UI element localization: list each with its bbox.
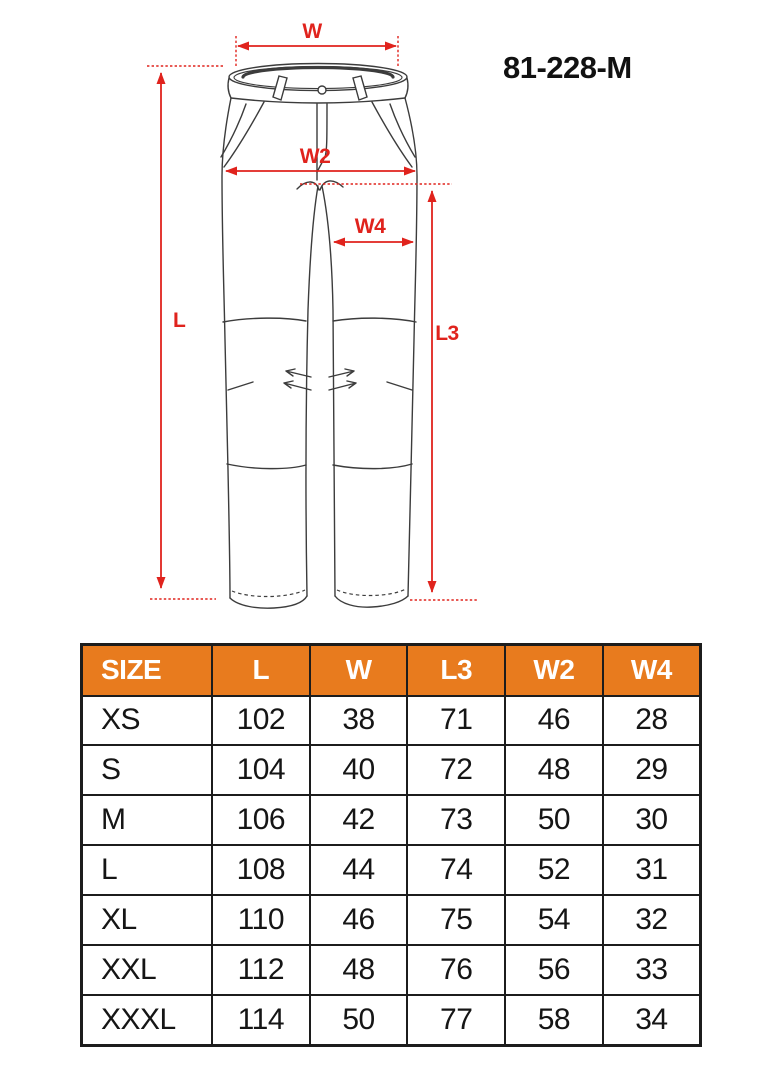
dimension-w4 <box>334 215 413 242</box>
size-table-header <box>82 645 701 696</box>
measurement-value: 48 <box>505 745 603 795</box>
measurement-value: 58 <box>505 995 603 1046</box>
measurement-value: 32 <box>603 895 701 945</box>
measurement-value: 48 <box>310 945 408 995</box>
column-header-size: SIZE <box>82 645 213 696</box>
measurement-value: 44 <box>310 845 408 895</box>
column-header-l: L <box>212 645 310 696</box>
dimension-l-label: L <box>173 309 186 332</box>
column-header-w2: W2 <box>505 645 603 696</box>
measurement-value: 52 <box>505 845 603 895</box>
measurement-value: 29 <box>603 745 701 795</box>
measurement-value: 76 <box>407 945 505 995</box>
dimension-w-label: W <box>302 20 322 43</box>
knee-seam <box>223 318 306 322</box>
table-row-xxxl <box>82 995 701 1046</box>
measurement-value: 75 <box>407 895 505 945</box>
measurement-value: 72 <box>407 745 505 795</box>
product-code: 81-228-M <box>503 50 632 85</box>
measurement-value: 31 <box>603 845 701 895</box>
measurement-value: 33 <box>603 945 701 995</box>
column-header-w: W <box>310 645 408 696</box>
measurement-value: 112 <box>212 945 310 995</box>
measurement-value: 56 <box>505 945 603 995</box>
pocket-left <box>224 102 264 167</box>
size-label: L <box>82 845 213 895</box>
dimension-l3-label: L3 <box>435 322 459 345</box>
measurement-value: 42 <box>310 795 408 845</box>
measurement-value: 74 <box>407 845 505 895</box>
left-hem-stitch <box>232 590 305 597</box>
table-row-xxl <box>82 945 701 995</box>
dimension-w2 <box>226 145 415 171</box>
waist-button <box>318 86 326 94</box>
dimension-l <box>147 66 223 599</box>
measurement-value: 108 <box>212 845 310 895</box>
dimension-w4-label: W4 <box>354 215 386 238</box>
column-header-w4: W4 <box>603 645 701 696</box>
measurement-value: 73 <box>407 795 505 845</box>
size-label: XS <box>82 696 213 746</box>
size-label: XL <box>82 895 213 945</box>
dimension-w <box>236 20 398 68</box>
dimension-l3 <box>300 184 477 600</box>
measurement-value: 40 <box>310 745 408 795</box>
size-label: XXXL <box>82 995 213 1046</box>
size-table <box>80 643 702 1047</box>
column-header-l3: L3 <box>407 645 505 696</box>
size-label: M <box>82 795 213 845</box>
measurement-value: 110 <box>212 895 310 945</box>
measurement-value: 30 <box>603 795 701 845</box>
measurement-value: 28 <box>603 696 701 746</box>
measurement-value: 102 <box>212 696 310 746</box>
table-row-l <box>82 845 701 895</box>
measurement-value: 34 <box>603 995 701 1046</box>
measurement-value: 106 <box>212 795 310 845</box>
measurement-value: 46 <box>310 895 408 945</box>
size-label: S <box>82 745 213 795</box>
measurement-value: 71 <box>407 696 505 746</box>
dimension-w2-label: W2 <box>299 145 331 168</box>
table-row-m <box>82 795 701 845</box>
table-row-xl <box>82 895 701 945</box>
size-label: XXL <box>82 945 213 995</box>
measurement-value: 77 <box>407 995 505 1046</box>
measurement-value: 50 <box>310 995 408 1046</box>
pocket-right <box>372 102 412 167</box>
measurement-value: 54 <box>505 895 603 945</box>
measurement-value: 46 <box>505 696 603 746</box>
measurement-value: 114 <box>212 995 310 1046</box>
measurement-value: 50 <box>505 795 603 845</box>
table-row-xs <box>82 696 701 746</box>
right-hem-stitch <box>337 589 406 596</box>
table-row-s <box>82 745 701 795</box>
measurement-value: 104 <box>212 745 310 795</box>
measurement-value: 38 <box>310 696 408 746</box>
